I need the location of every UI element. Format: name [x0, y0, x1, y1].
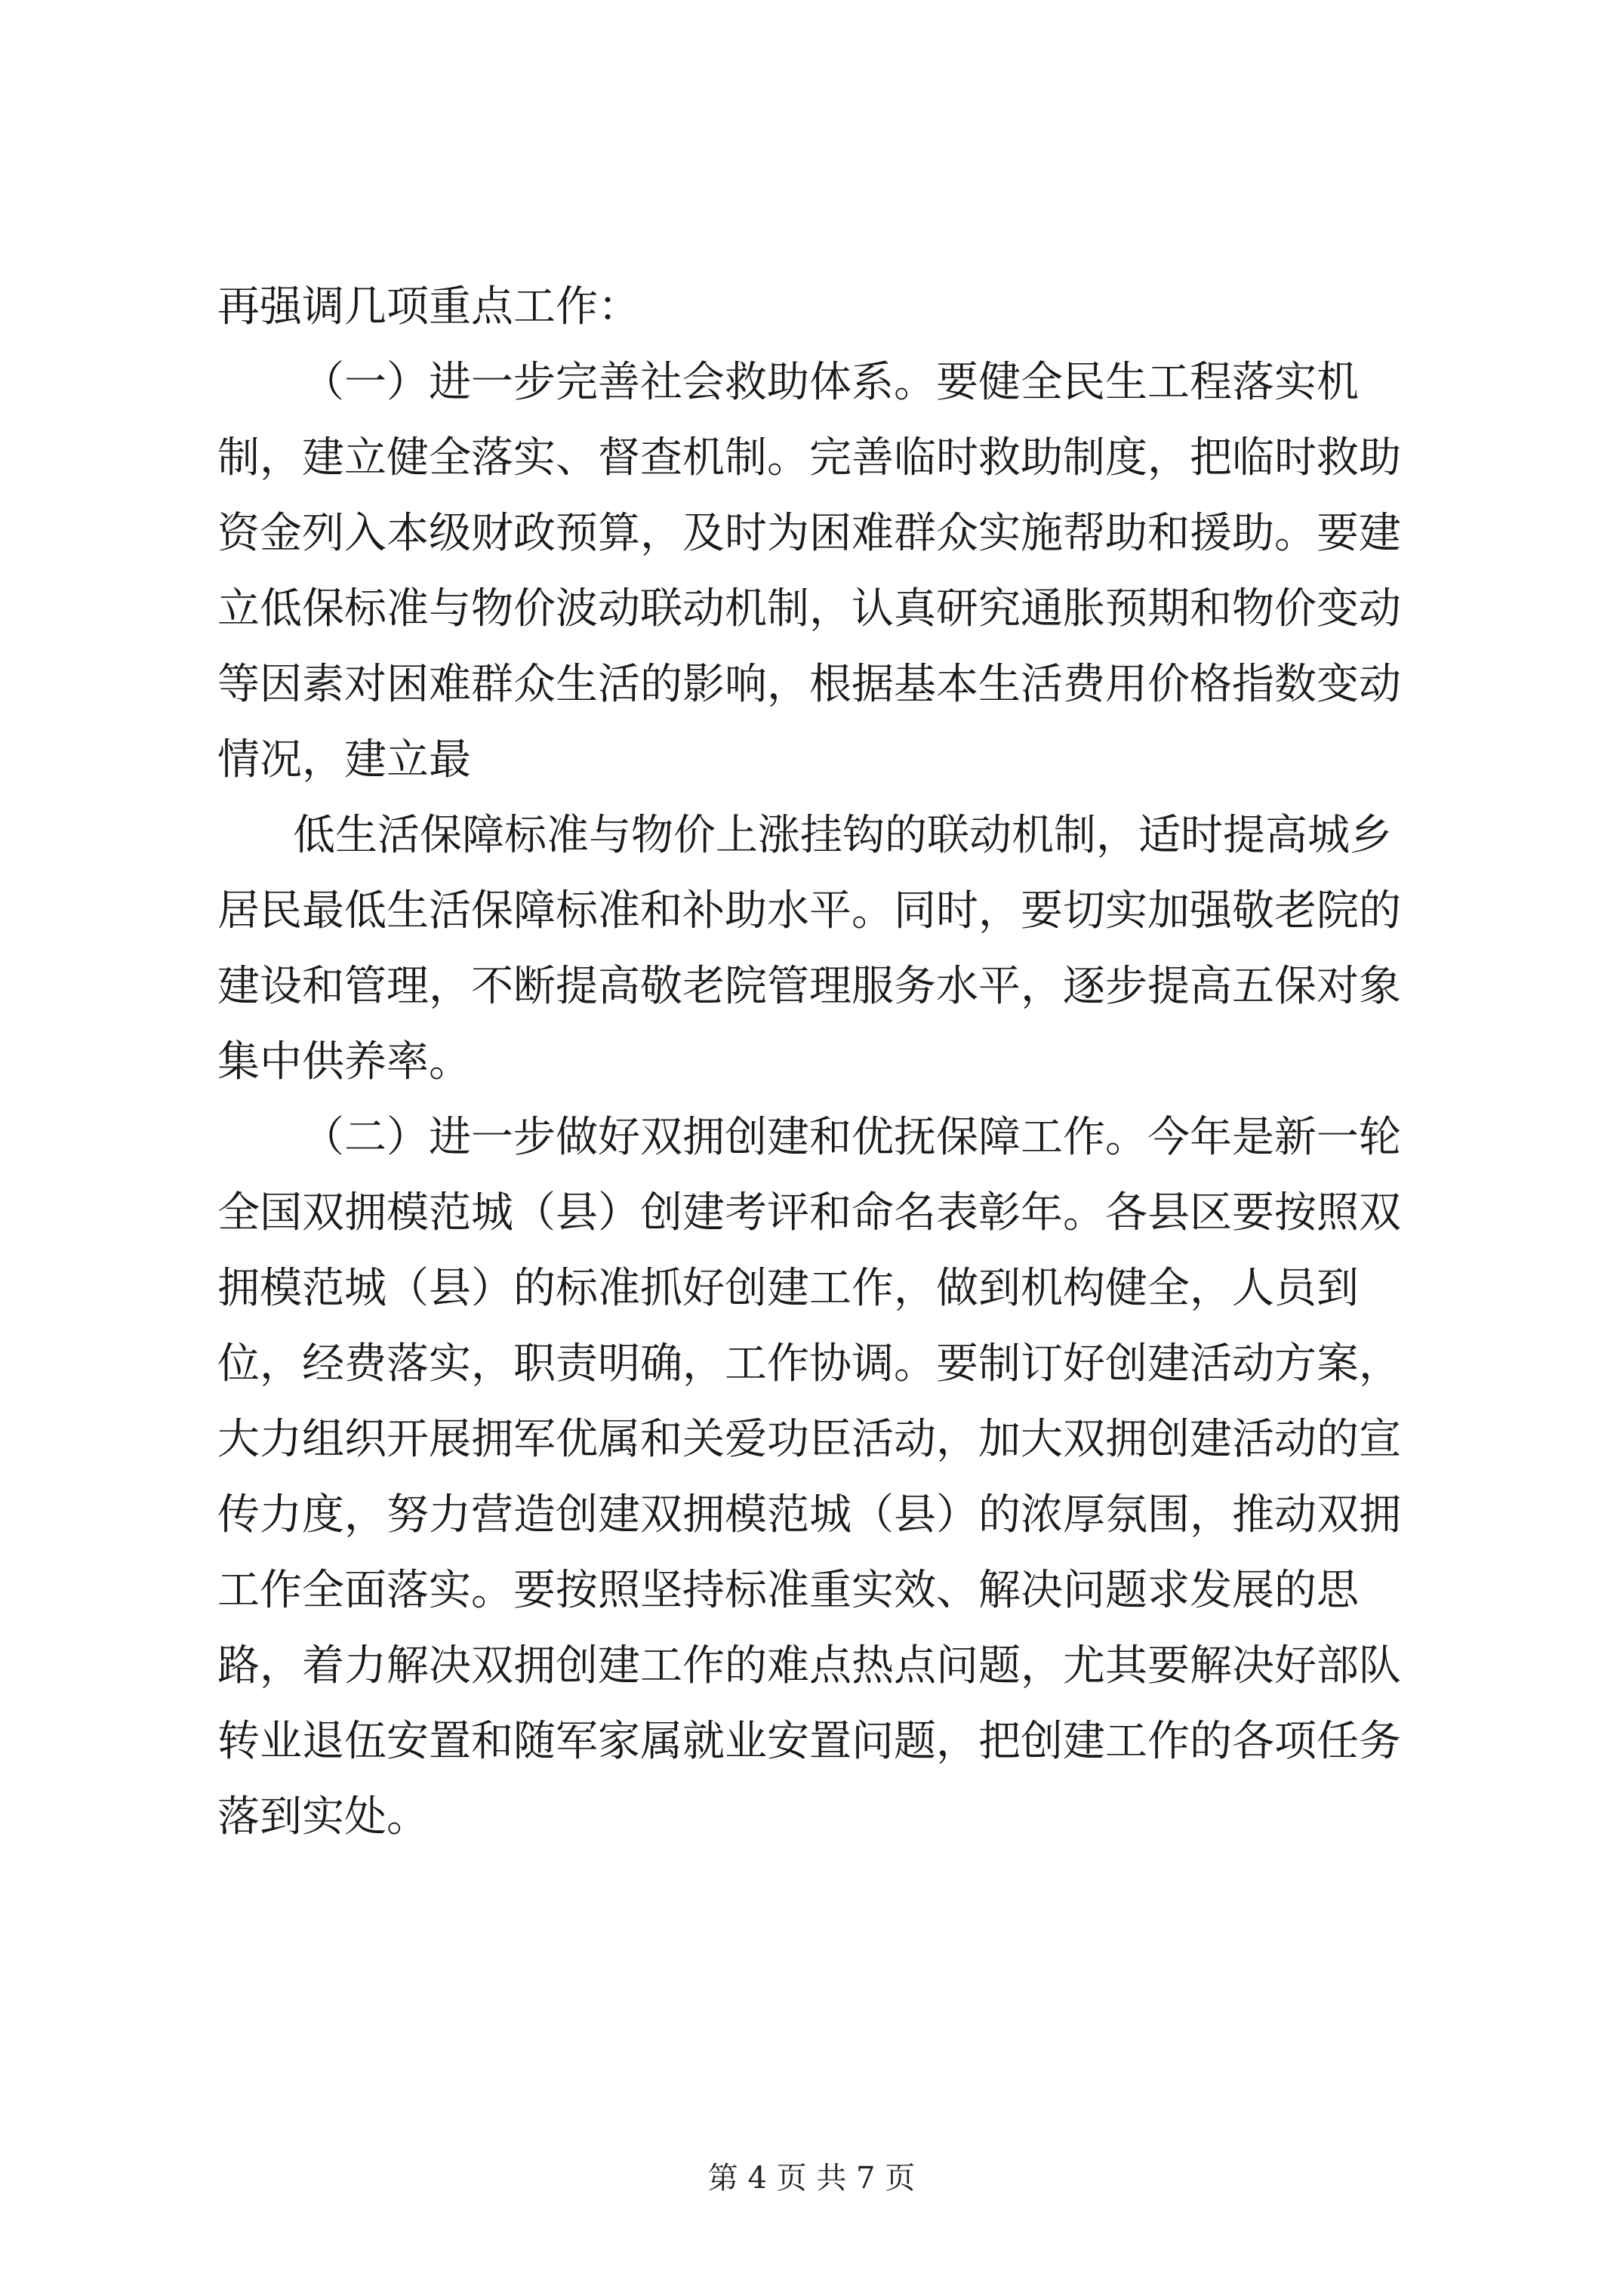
paragraph-double-support: （二）进一步做好双拥创建和优抚保障工作。今年是新一轮全国双拥模范城（县）创建考评和命名表彰年。各县区要按照双拥模范城（县）的标准抓好创建工作，做到机构健全，人员到位，经费落实，职责明确，工作协调。要制订好创建活动方案，大力组织开展拥军优属和关爱功臣活动，加大双拥创建活动的宣传力度，努力营造创建双拥模范城（县）的浓厚氛围，推动双拥工作全面落实。要按照坚持标准重实效、解决问题求发展的思路，着力解决双拥创建工作的难点热点问题，尤其要解决好部队转业退伍安置和随军家属就业安置问题，把创建工作的各项任务落到实处。 [217, 1113, 1401, 1841]
document-body [217, 270, 1425, 1855]
page-number-footer: 第 4 页 共 7 页 [707, 2161, 916, 2196]
paragraph-minimum-living-security: 低生活保障标准与物价上涨挂钩的联动机制，适时提高城乡居民最低生活保障标准和补助水平。同时，要切实加强敬老院的建设和管理，不断提高敬老院管理服务水平，逐步提高五保对象集中供养率。 [217, 811, 1401, 1086]
paragraph-intro: 再强调几项重点工作： [217, 282, 640, 331]
paragraph-social-assistance: （一）进一步完善社会救助体系。要健全民生工程落实机制，建立健全落实、督查机制。完善临时救助制度，把临时救助资金列入本级财政预算，及时为困难群众实施帮助和援助。要建立低保标准与物价波动联动机制，认真研究通胀预期和物价变动等因素对困难群众生活的影响，根据基本生活费用价格指数变动情况，建立最 [217, 358, 1401, 784]
